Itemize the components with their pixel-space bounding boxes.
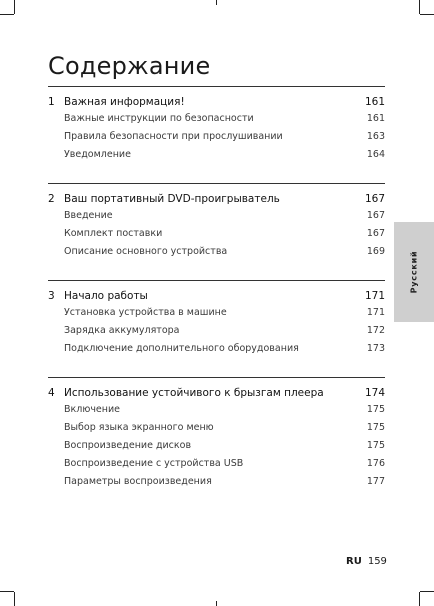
toc-section — [48, 86, 385, 164]
toc-section-label: Использование устойчивого к брызгам плеера — [64, 387, 324, 399]
toc-entry[interactable] — [48, 419, 385, 437]
toc-entry-label: Введение — [64, 210, 113, 221]
table-of-contents — [48, 86, 385, 510]
toc-entry[interactable] — [48, 110, 385, 128]
toc-entry[interactable] — [48, 401, 385, 419]
toc-section — [48, 280, 385, 358]
toc-entry[interactable] — [48, 146, 385, 164]
toc-entry-label: Включение — [64, 404, 121, 415]
toc-section — [48, 183, 385, 261]
toc-entry-page: 176 — [366, 458, 385, 469]
toc-entry[interactable] — [48, 455, 385, 473]
toc-section-num: 4 — [48, 387, 55, 399]
toc-entry[interactable] — [48, 225, 385, 243]
toc-entry-label: Уведомление — [64, 149, 131, 160]
toc-entry[interactable] — [48, 437, 385, 455]
toc-entry-page: 163 — [366, 131, 385, 142]
toc-entry-page: 173 — [366, 343, 385, 354]
toc-entry[interactable] — [48, 322, 385, 340]
toc-entry[interactable] — [48, 243, 385, 261]
crop-mark-bottom-left-h — [0, 591, 14, 592]
toc-section-page: 167 — [364, 193, 385, 205]
toc-entry[interactable] — [48, 128, 385, 146]
toc-entry-label: Параметры воспроизведения — [64, 476, 212, 487]
crop-mark-top-right-v — [419, 0, 420, 14]
toc-section-page: 161 — [364, 96, 385, 108]
crop-mark-bottom-right-v — [419, 592, 420, 606]
toc-entry[interactable] — [48, 207, 385, 225]
footer-page-number: 159 — [367, 556, 387, 567]
toc-entry-page: 171 — [366, 307, 385, 318]
toc-entry-page: 175 — [366, 404, 385, 415]
crop-mark-bottom-right-h — [420, 591, 434, 592]
toc-section-label: Начало работы — [64, 290, 148, 302]
toc-section-num: 1 — [48, 96, 55, 108]
toc-entry-page: 167 — [366, 228, 385, 239]
toc-section — [48, 377, 385, 491]
crop-mark-top-center — [216, 0, 217, 5]
toc-entry-label: Выбор языка экранного меню — [64, 422, 214, 433]
crop-mark-bottom-left-v — [14, 592, 15, 606]
page-footer — [346, 556, 387, 567]
toc-entry-label: Установка устройства в машине — [64, 307, 227, 318]
toc-entry-label: Зарядка аккумулятора — [64, 325, 180, 336]
language-side-tab — [394, 222, 434, 322]
toc-entry-label: Воспроизведение с устройства USB — [64, 458, 244, 469]
toc-section-heading[interactable] — [48, 94, 385, 110]
toc-entry-page: 177 — [366, 476, 385, 487]
toc-entry-label: Воспроизведение дисков — [64, 440, 192, 451]
toc-section-heading[interactable] — [48, 191, 385, 207]
toc-entry[interactable] — [48, 340, 385, 358]
toc-entry-page: 161 — [366, 113, 385, 124]
toc-entry-page: 172 — [366, 325, 385, 336]
toc-entry[interactable] — [48, 473, 385, 491]
crop-mark-top-right-h — [420, 14, 434, 15]
toc-entry-page: 164 — [366, 149, 385, 160]
toc-entry-label: Описание основного устройства — [64, 246, 228, 257]
language-side-tab-label: Русский — [409, 250, 419, 294]
toc-entry-page: 167 — [366, 210, 385, 221]
toc-entry-label: Важные инструкции по безопасности — [64, 113, 254, 124]
crop-mark-bottom-center — [216, 601, 217, 606]
page-title: Содержание — [48, 52, 211, 81]
toc-entry-label: Подключение дополнительного оборудования — [64, 343, 299, 354]
toc-entry-page: 175 — [366, 440, 385, 451]
toc-section-num: 3 — [48, 290, 55, 302]
toc-section-heading[interactable] — [48, 385, 385, 401]
toc-section-heading[interactable] — [48, 288, 385, 304]
toc-section-page: 171 — [364, 290, 385, 302]
toc-section-page: 174 — [364, 387, 385, 399]
toc-entry-label: Комплект поставки — [64, 228, 163, 239]
toc-entry-page: 169 — [366, 246, 385, 257]
toc-section-label: Ваш портативный DVD-проигрыватель — [64, 193, 280, 205]
toc-entry-page: 175 — [366, 422, 385, 433]
toc-entry[interactable] — [48, 304, 385, 322]
footer-language-code: RU — [346, 556, 362, 567]
toc-section-num: 2 — [48, 193, 55, 205]
toc-section-label: Важная информация! — [64, 96, 185, 108]
crop-mark-top-left-v — [14, 0, 15, 14]
crop-mark-top-left-h — [0, 14, 14, 15]
toc-entry-label: Правила безопасности при прослушивании — [64, 131, 283, 142]
